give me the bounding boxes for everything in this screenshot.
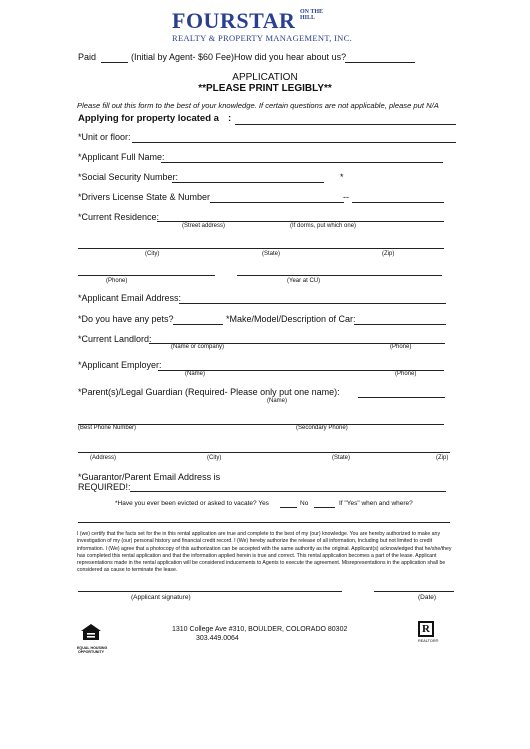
instructions: Please fill out this form to the best of your knowledge. If certain questions are not applicable, please put N/A bbox=[77, 101, 439, 110]
realtor-caption: REALTOR® bbox=[418, 639, 439, 643]
logo-on-the-hill bbox=[300, 9, 323, 21]
property-colon: : bbox=[228, 113, 232, 124]
city-state-zip-field[interactable] bbox=[78, 248, 444, 249]
secondary-phone-caption: (Secondary Phone) bbox=[296, 425, 348, 431]
guardian-label: *Parent(s)/Legal Guardian (Required- Please only put one name): bbox=[78, 387, 340, 397]
hear-label: How did you hear about us? bbox=[234, 52, 347, 62]
page-title: APPLICATION bbox=[232, 72, 298, 83]
date-field[interactable] bbox=[374, 591, 454, 592]
employer-name-caption: (Name) bbox=[185, 371, 206, 377]
state-caption: (State) bbox=[262, 251, 281, 257]
year-cu-caption: (Year at CU) bbox=[287, 278, 321, 284]
landlord-label: *Current Landlord: bbox=[78, 334, 152, 344]
email-field[interactable] bbox=[179, 303, 446, 304]
license-dash: -- bbox=[343, 192, 349, 202]
guardian-name-caption: (Name) bbox=[267, 398, 288, 404]
license-number-field[interactable] bbox=[352, 202, 444, 203]
logo-star: STAR bbox=[236, 8, 296, 33]
guardian-email-field[interactable] bbox=[130, 491, 446, 492]
logo-subtitle: REALTY & PROPERTY MANAGEMENT, INC. bbox=[172, 33, 353, 43]
residence-label: *Current Residence: bbox=[78, 212, 160, 222]
ssn-star: * bbox=[340, 172, 344, 182]
pets-label: *Do you have any pets? bbox=[78, 314, 174, 324]
property-field[interactable] bbox=[235, 124, 456, 125]
equal-housing-logo bbox=[77, 623, 108, 654]
logo-on-the: ON THE bbox=[300, 9, 324, 15]
logo-four: FOUR bbox=[172, 8, 237, 33]
landlord-phone-caption: (Phone) bbox=[390, 344, 412, 350]
realtor-logo bbox=[418, 621, 440, 643]
hear-field[interactable] bbox=[345, 62, 415, 63]
property-label: Applying for property located a bbox=[78, 113, 219, 124]
realtor-letter: R bbox=[422, 623, 430, 635]
evicted-no-label: No bbox=[300, 500, 309, 507]
page-subtitle: **PLEASE PRINT LEGIBLY** bbox=[198, 83, 332, 94]
paid-initial-field[interactable] bbox=[101, 62, 128, 63]
footer-phone: 303.449.0064 bbox=[196, 635, 239, 642]
employer-phone-caption: (Phone) bbox=[395, 371, 417, 377]
logo bbox=[172, 8, 295, 34]
phone-caption: (Phone) bbox=[106, 278, 128, 284]
guardian-state-caption: (State) bbox=[332, 455, 351, 461]
guardian-zip-caption: (Zip) bbox=[436, 455, 449, 461]
name-company-caption: (Name or company) bbox=[171, 344, 225, 350]
vehicle-label: *Make/Model/Description of Car: bbox=[226, 314, 356, 324]
evicted-label: *Have you ever been evicted or asked to vacate? Yes bbox=[115, 500, 269, 507]
street-caption: (Street address) bbox=[182, 223, 226, 229]
full-name-field[interactable] bbox=[161, 162, 443, 163]
residence-field[interactable] bbox=[157, 221, 444, 222]
footer-address: 1310 College Ave #310, BOULDER, COLORADO 80302 bbox=[172, 626, 348, 633]
eho-line-1: EQUAL HOUSING bbox=[77, 646, 108, 650]
evicted-where-label: If "Yes" when and where? bbox=[339, 500, 413, 507]
applicant-signature-caption: (Applicant signature) bbox=[131, 594, 191, 601]
best-phone-caption: (Best Phone Number) bbox=[78, 425, 137, 431]
vehicle-field[interactable] bbox=[354, 324, 446, 325]
date-caption: (Date) bbox=[418, 594, 437, 601]
ssn-label: *Social Security Number: bbox=[78, 172, 179, 182]
employer-label: *Applicant Employer: bbox=[78, 360, 162, 370]
guardian-email-label-2: REQUIRED!: bbox=[78, 482, 131, 492]
unit-label: *Unit or floor: bbox=[78, 132, 131, 142]
year-cu-field[interactable] bbox=[237, 275, 442, 276]
evicted-yes-field[interactable] bbox=[280, 507, 297, 508]
applicant-signature-field[interactable] bbox=[78, 591, 342, 592]
license-field[interactable] bbox=[210, 202, 344, 203]
guardian-email-label-1: *Guarantor/Parent Email Address is bbox=[78, 472, 221, 482]
address-caption: (Address) bbox=[90, 455, 117, 461]
full-name-label: *Applicant Full Name: bbox=[78, 152, 165, 162]
paid-label: Paid bbox=[78, 52, 97, 62]
ssn-field[interactable] bbox=[172, 182, 324, 183]
equal-housing-icon bbox=[80, 623, 102, 641]
logo-hill: HILL bbox=[300, 15, 316, 21]
pets-field[interactable] bbox=[173, 324, 223, 325]
city-caption: (City) bbox=[145, 251, 160, 257]
guardian-address-field[interactable] bbox=[78, 452, 450, 453]
license-label: *Drivers License State & Number bbox=[78, 192, 211, 202]
email-label: *Applicant Email Address: bbox=[78, 293, 182, 303]
paid-note: (Initial by Agent- $60 Fee) bbox=[131, 52, 235, 62]
phone-field[interactable] bbox=[78, 275, 215, 276]
unit-field[interactable] bbox=[132, 142, 456, 143]
realtor-icon bbox=[418, 621, 434, 637]
dorms-caption: (If dorms, put which one) bbox=[290, 223, 357, 229]
guardian-city-caption: (City) bbox=[207, 455, 222, 461]
eho-line-2: OPPORTUNITY bbox=[78, 650, 104, 654]
evicted-no-field[interactable] bbox=[314, 507, 335, 508]
evicted-details-field[interactable] bbox=[78, 522, 450, 523]
guardian-name-field[interactable] bbox=[358, 397, 445, 398]
legal-certification: I (we) certify that the facts set for the in this rental application are true and complete to the best of my (our) knowledge. You are hereby authorized to make any investigation of my (our) personal history and financial credit record. I (We) hereby authorize the release of all information, Including but not limited to credit information. I (We) agree that a photocopy of this authorization can be accepted with the same authority as the original. Applicant(s) acknowledged that he/she/they has completed this rental application and that the information applied herein is true and correct. This rental application becomes a part of the lease. Applicant representations made in the rental application will be considered inducements to Agents to execute the agreement. Misrepresentations in the application shall be considered as cause to terminate the lease. bbox=[77, 531, 452, 574]
zip-caption: (Zip) bbox=[382, 251, 395, 257]
